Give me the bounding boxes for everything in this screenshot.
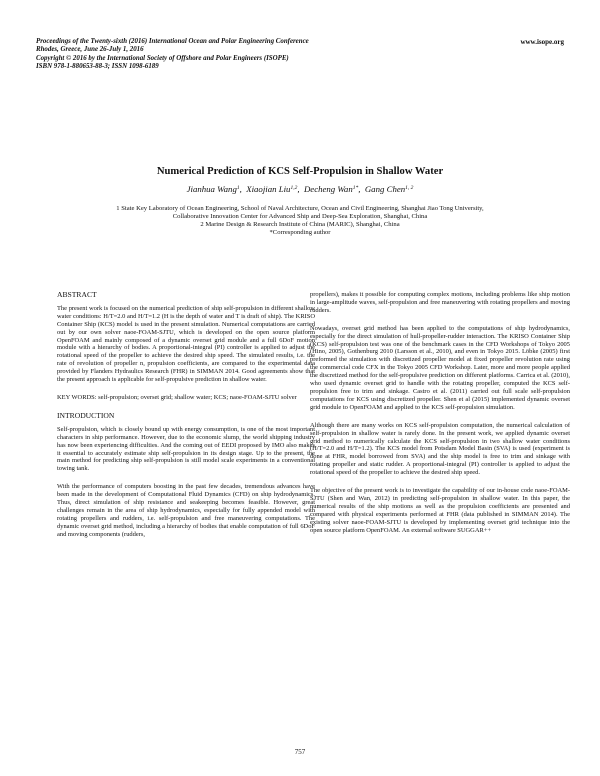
author-sup: 1, 2 [405, 185, 414, 191]
header-line: Rhodes, Greece, June 26-July 1, 2016 [36, 46, 144, 54]
abstract-text: The present work is focused on the numerical prediction of ship self-propulsion in different shallow water conditions: H/T=2.0 and H/T=1.2 (H is the depth of water and T is draft of ship). The KRISO Container Ship (KCS) model is used in the present simulation. Numerical computations are carried out by our own solver naoe-FOAM-SJTU, which is developed on the open source platform OpenFOAM and mainly composed of a dynamic overset grid module and a full 6DoF motion module with a hierarchy of bodies. A proportional-integral (PI) controller is applied to adjust the rotational speed of the propeller to achieve the desired ship speed. The simulated results, i.e. the rate of revolution of propeller n, propulsion coefficients, are compared to the experimental data provided by Flanders Hydraulics Research (FHR) in SIMMAN 2014. Good agreements show that the present approach is applicable for self-propulsive prediction in shallow water. [57, 304, 315, 384]
author-sup: 1 [236, 185, 240, 191]
page-number: 757 [294, 748, 306, 756]
introduction-heading: INTRODUCTION [57, 410, 115, 420]
website-link[interactable]: www.isope.org [520, 38, 564, 46]
header-line: Proceedings of the Twenty-sixth (2016) International Ocean and Polar Engineering Conference [36, 38, 309, 45]
author-list: Jianhua Wang$^1$, Xiaojian Liu$^{1,2}$, Decheng Wan$^{1*}$, Gang Chen$^{1, 2}$ [186, 184, 414, 194]
affiliation-line: 1 State Key Laboratory of Ocean Engineering, School of Naval Architecture, Ocean and Civil Engineering, Shanghai Jiao Tong University, [116, 205, 484, 212]
header-line: ISBN 978-1-880653-88-3; ISSN 1098-6189 [36, 63, 159, 71]
keywords: KEY WORDS: self-propulsion; overset grid; shallow water; KCS; naoe-FOAM-SJTU solver [57, 393, 297, 401]
author-name: Xiaojian Liu [246, 184, 291, 194]
paper-title: Numerical Prediction of KCS Self-Propulsion in Shallow Water [156, 166, 444, 177]
paragraph: With the performance of computers boosting in the past few decades, tremendous advances have been made in the development of Computational Fluid Dynamics (CFD) on ship hydrodynamics. Thus, direct simulation of ship resistance and seakeeping becomes feasible. However, great challenges remain in the area of ship hydrodynamics, especially for fully appended model with rotating propellers and rudders, i.e. self-propulsion and free maneuvering computations. The dynamic overset grid method, including a hierarchy of bodies that enable computation of full 6DoF and moving components (rudders, [57, 483, 315, 538]
author-name: Decheng Wan [303, 184, 353, 194]
paragraph: The objective of the present work is to investigate the capability of our in-house code naoe-FOAM-SJTU (Shen and Wan, 2012) in predicting self-propulsion in shallow water. In this paper, the numerical results of the ship motions as well as the propulsion coefficients are presented and compared with physical experiments performed at FHR (data published in SIMMAN 2014). The existing solver naoe-FOAM-SJTU is developed by implementing overset grid technique into the open source platform OpenFOAM. An external software SUGGAR++ [310, 487, 570, 534]
paragraph: Self-propulsion, which is closely bound up with energy consumption, is one of the most important characters in ship performance. However, due to the economic slump, the world shipping industry has now been experiencing difficulties. And the coming out of EEDI proposed by IMO also makes it essential to accurately estimate ship self-propulsion in its design stage. Up to the present, the main method for predicting ship self-propulsion is still model scale experiments in a conventional towing tank. [57, 425, 315, 473]
author-name: Gang Chen [364, 184, 406, 194]
author-name: Jianhua Wang [186, 184, 237, 194]
left-column [57, 291, 315, 549]
header-line: Copyright © 2016 by the International Society of Offshore and Polar Engineers (ISOPE) [36, 54, 289, 62]
author-sup: 1,2 [290, 185, 298, 191]
author-sup: 1* [352, 185, 359, 191]
affiliation-line: *Corresponding author [269, 229, 331, 236]
proceedings-header [36, 38, 564, 72]
paragraph: Although there are many works on KCS self-propulsion computation, the numerical calculation of self-propulsion in shallow water is rarely done. In the present work, we applied dynamic overset grid method to numerically calculate the KCS self-propulsion in two shallow water conditions (H/T=2.0 and H/T=1.2). The KCS model from Potsdam Model Basin (SVA) is used (experiment is done at FHR, model borrowed from SVA) and the ship model is free to trim and sinkage with rotating propeller and static rudder. A proportional-integral (PI) controller is applied to adjust the rotational speed of the propeller to achieve the desired ship speed. [310, 421, 570, 477]
paragraph: Nowadays, overset grid method has been applied to the computations of ship hydrodynamics, especially for the direct simulation of hull-propeller-rudder interaction. The KRISO Container Ship (KCS) self-propulsion test was one of the benchmark cases in the CFD Workshops of Tokyo 2005 (Hino, 2005), Gothenburg 2010 (Larsson et al., 2010), and even in Tokyo 2015. Löbke (2005) first preformed the simulation with discretized propeller model at fixed propeller revolution rate using the commercial code CFX in the Tokyo 2005 CFD Workshop. Later, more and more people applied the discretized method for the self-propulsive prediction on different platforms. Carrica et al. (2010), who used dynamic overset grid to handle with the rotating propeller, computed the KCS self-propulsion free to trim and sinkage. Castro et al. (2011) carried out full scale self-propulsion computations for KCS using discretized propeller. Shen et al (2015) implemented dynamic overset grid module to OpenFOAM and applied to the KCS self-propulsion simulation. [310, 324, 570, 411]
abstract-heading: ABSTRACT [57, 290, 97, 299]
affiliation-line: Collaborative Innovation Center for Advanced Ship and Deep-Sea Exploration, Shanghai, China [172, 213, 428, 220]
affiliations [60, 205, 540, 237]
right-column [310, 291, 570, 544]
paragraph: propellers), makes it possible for computing complex motions, including problems like ship motion in large-amplitude waves, self-propulsion and free maneuvering with rotating propellers and moving rudders. [310, 291, 570, 314]
affiliation-line: 2 Marine Design & Research Institute of China (MARIC), Shanghai, China [200, 221, 400, 228]
